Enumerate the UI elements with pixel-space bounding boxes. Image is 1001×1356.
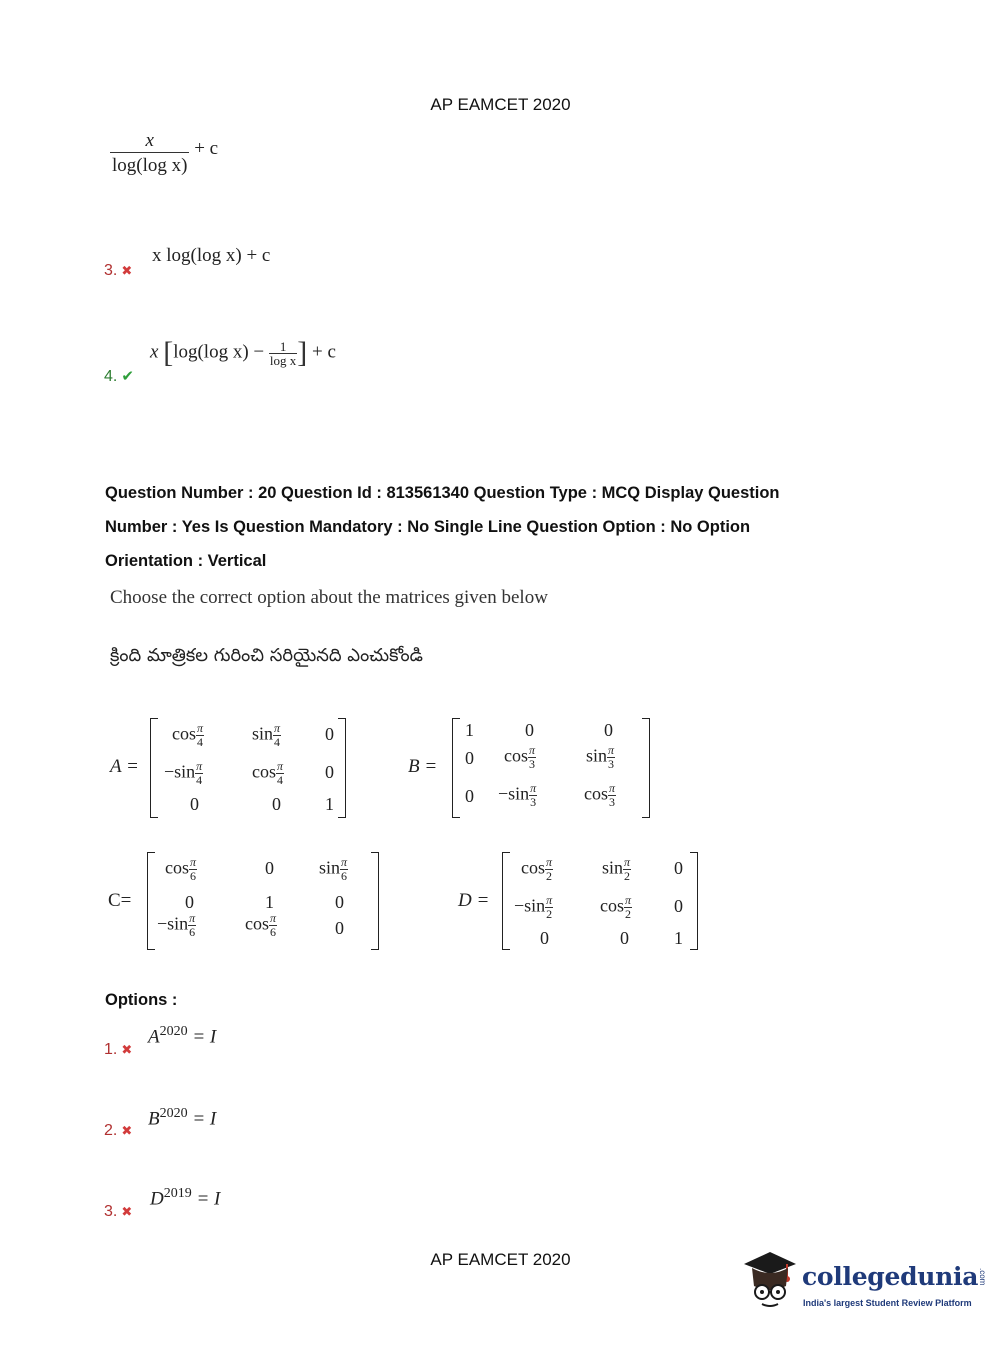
matrix-a-label: A = [110,756,139,777]
logo-tagline: India's largest Student Review Platform [803,1298,972,1308]
question-meta [105,476,965,578]
collegedunia-mascot-icon [740,1248,800,1312]
left-bracket [452,718,460,818]
right-bracket [338,718,346,818]
logo-wordmark: collegedunia [802,1262,979,1291]
question-meta-line-3: Orientation : Vertical [105,552,267,570]
expr-frac-den: log x [269,352,297,368]
option-1[interactable] [104,1041,132,1059]
option-3-expr: x log(log x) + c [152,245,271,266]
option-2[interactable] [104,1122,132,1140]
option-number: 4. [104,368,118,385]
question-text-telugu: క్రింది మాత్రికల గురించి సరియైనది ఎంచుకోండి [110,645,423,666]
expr-prefix: x [150,341,159,363]
option-number: 3. [104,262,118,279]
wrong-mark-icon: ✖ [121,1123,133,1138]
question-meta-line-2: Number : Yes Is Question Mandatory : No Single Line Question Option : No Option [105,518,751,536]
options-heading: Options : [105,991,178,1009]
wrong-mark-icon: ✖ [121,1204,133,1219]
collegedunia-logo[interactable] [802,1262,987,1291]
right-bracket [371,852,379,950]
option-fraction-expr [110,130,218,177]
expr-suffix: + c [312,341,336,363]
option-number: 2. [104,1122,118,1139]
option-4-prev[interactable] [104,367,134,386]
option-3[interactable] [104,1203,132,1221]
left-bracket [502,852,510,950]
fraction-suffix: + c [194,138,219,159]
wrong-mark-icon: ✖ [121,263,133,278]
fraction-denominator: log(log x) [112,155,188,176]
matrix-a: cos $\frac{\pi}{4}$ sin $\frac{\pi}{4}$ 0 −sin $\frac{\pi}{4}$ cos $\frac{\pi}{4}$ 0 0 0 1 [150,718,346,818]
right-bracket [642,718,650,818]
matrix-d-label: D = [458,890,490,911]
option-number: 1. [104,1041,118,1058]
question-text-english: Choose the correct option about the matrices given below [110,587,548,608]
left-bracket [147,852,155,950]
question-meta-line-1: Question Number : 20 Question Id : 813561340 Question Type : MCQ Display Question [105,484,780,502]
matrix-b-label: B = [408,756,438,777]
left-bracket [150,718,158,818]
option-1-expr: $A^{2020} = I$ [148,1024,217,1048]
option-2-expr: $B^{2020} = I$ [148,1106,217,1130]
option-4-expr: x [log(log x) − $\frac{1}{\text{log x}}$ ] + c [150,336,336,369]
wrong-mark-icon: ✖ [121,1042,133,1057]
matrix-c-label: C= [108,890,132,911]
page-header: AP EAMCET 2020 [430,95,571,114]
expr-bracket-main: log(log x) − [173,341,265,363]
option-3-expr: $D^{2019} = I$ [150,1186,221,1210]
matrix-b: 1 0 0 0 cos $\frac{\pi}{3}$ sin $\frac{\pi}{3}$ 0 −sin $\frac{\pi}{3}$ cos $\frac{\pi}{3}$ [452,718,650,818]
matrix-c: cos $\frac{\pi}{6}$ 0 sin $\frac{\pi}{6}$ 0 1 0 −sin $\frac{\pi}{6}$ cos $\frac{\pi}{6}$ 0 [147,852,379,950]
matrix-d: cos $\frac{\pi}{2}$ sin $\frac{\pi}{2}$ 0 −sin $\frac{\pi}{2}$ cos $\frac{\pi}{2}$ 0 0 0 1 [502,852,698,950]
logo-suffix: .com [978,1267,988,1285]
expr-frac-num: 1 [269,340,297,354]
option-number: 3. [104,1203,118,1220]
correct-check-icon: ✔ [121,368,134,385]
page-footer: AP EAMCET 2020 [430,1250,571,1269]
option-3-prev[interactable] [104,262,132,280]
fraction-numerator: x [110,130,189,153]
right-bracket [690,852,698,950]
